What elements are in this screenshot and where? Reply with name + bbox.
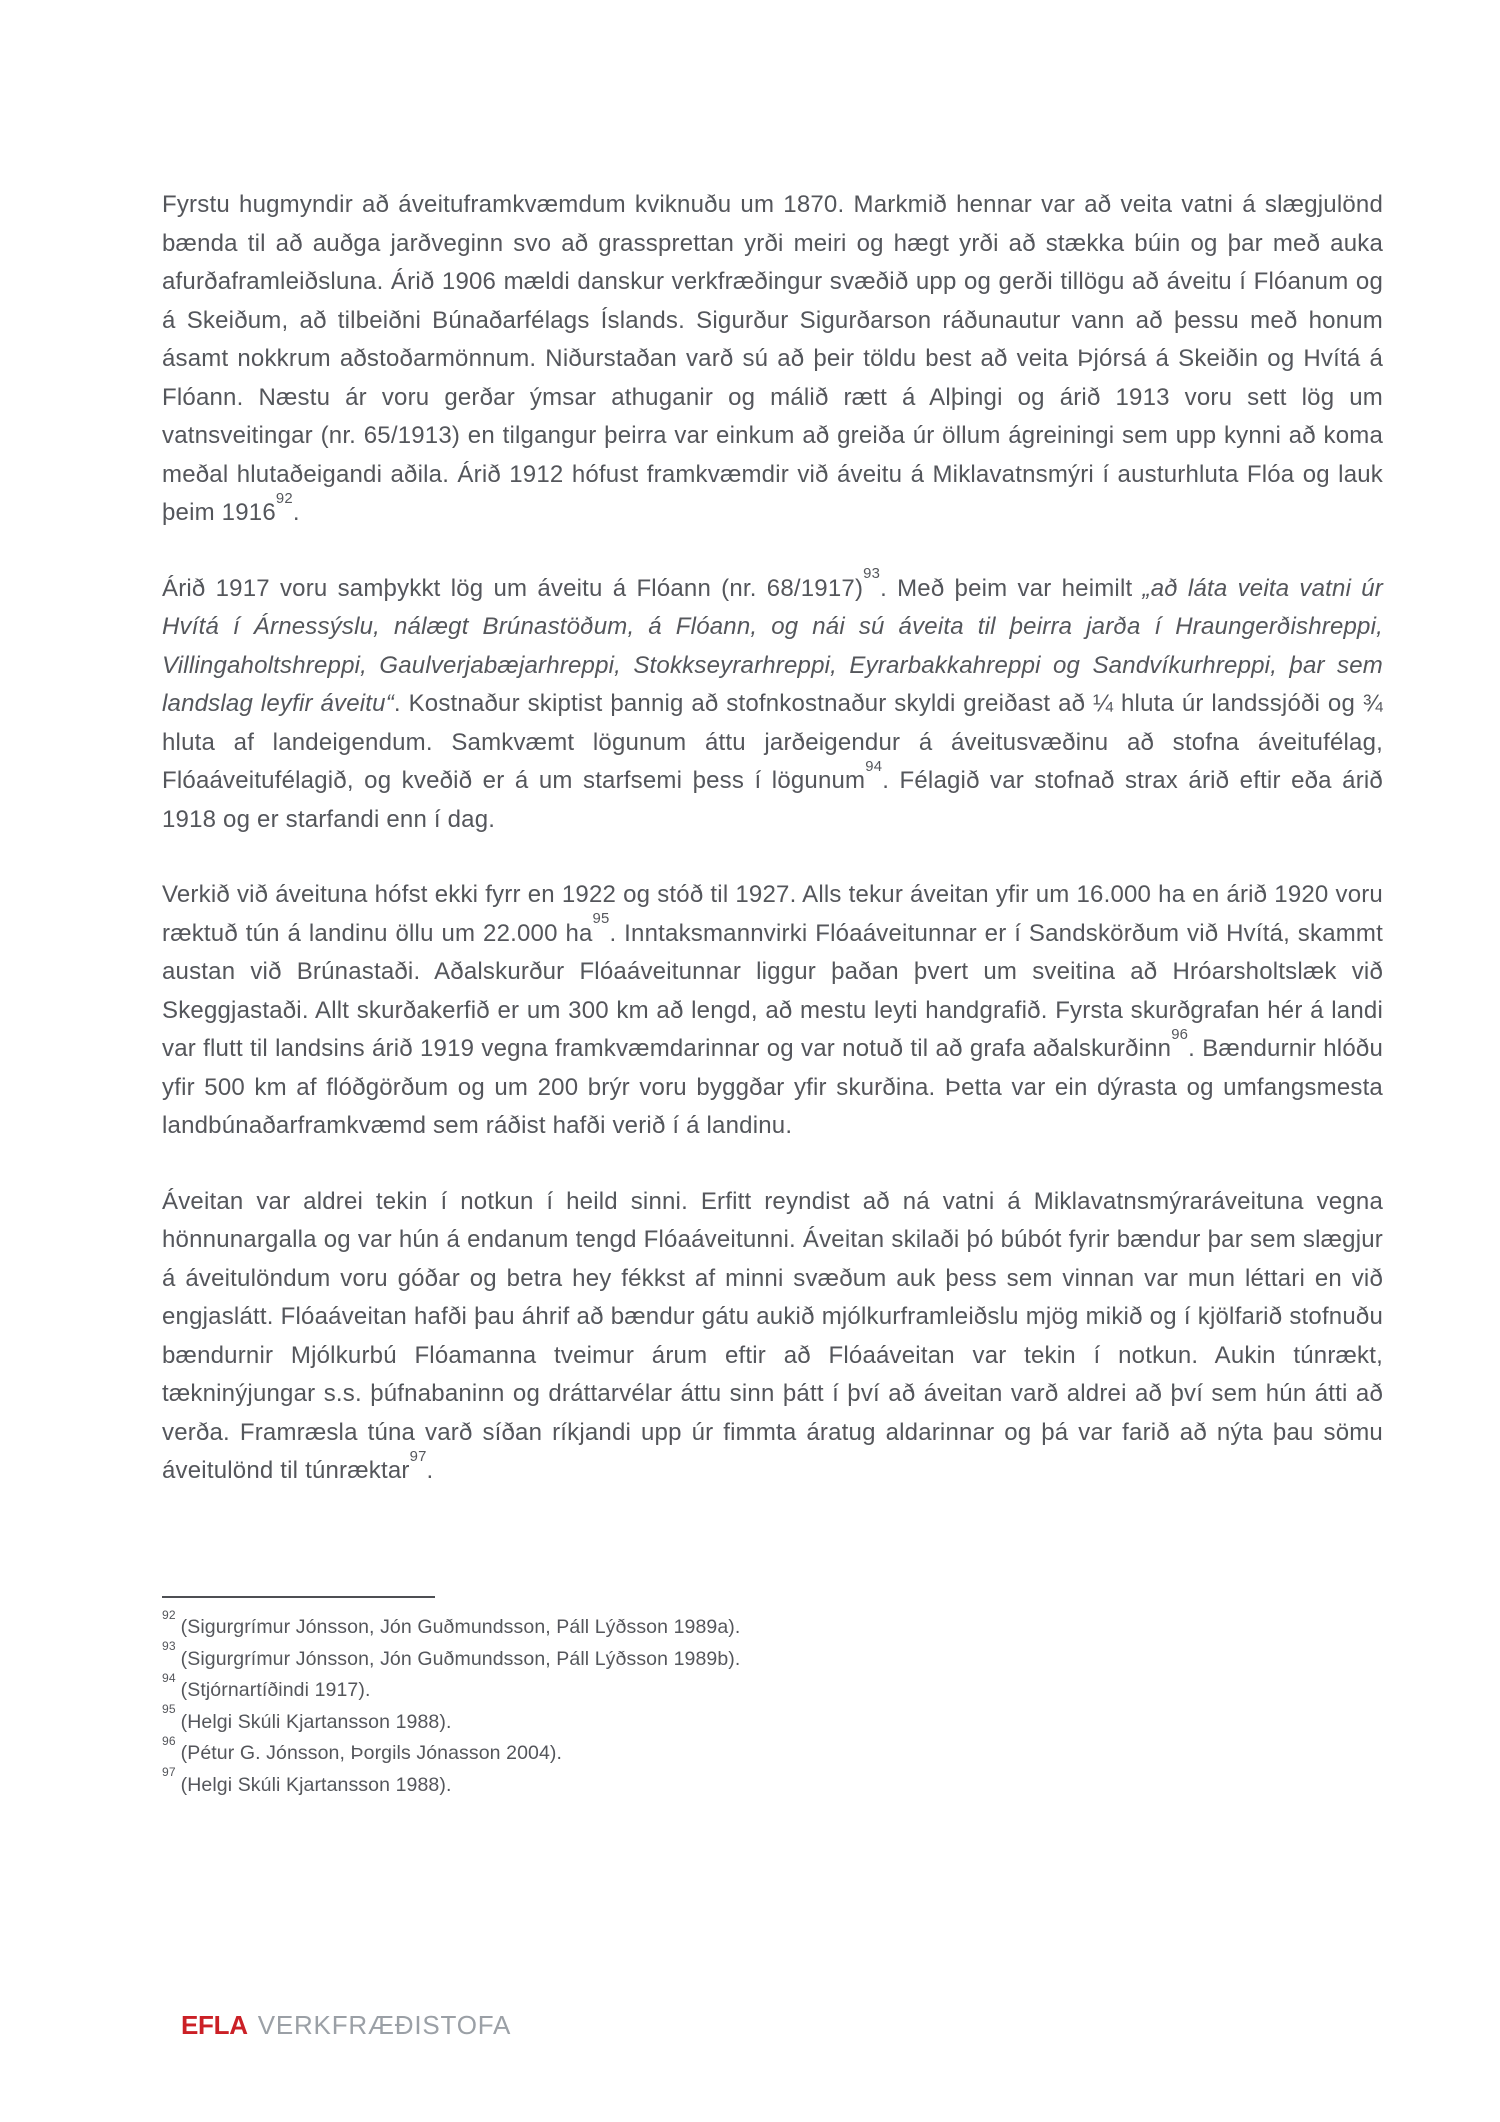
footnote-reference: 97: [409, 1448, 427, 1465]
page-footer: [181, 2010, 511, 2041]
footnote-reference: 96: [1171, 1026, 1189, 1043]
footnote-marker: 95: [162, 1702, 176, 1717]
body-paragraph: [162, 186, 1383, 533]
footnote: [162, 1639, 1383, 1676]
footnote: [162, 1702, 1383, 1739]
footnote-text: (Helgi Skúli Kjartansson 1988).: [180, 1710, 452, 1733]
footnote-reference: 95: [592, 911, 610, 928]
footnote-separator: [162, 1596, 435, 1598]
footnote-text: (Pétur G. Jónsson, Þorgils Jónasson 2004).: [180, 1742, 563, 1764]
body-paragraph: [162, 566, 1383, 840]
footnote-reference: 93: [863, 566, 881, 583]
footnote: [162, 1733, 1383, 1770]
footnote-text: (Helgi Skúli Kjartansson 1988).: [180, 1773, 452, 1796]
text-run: Verkið við áveituna hófst ekki fyrr en 1922 og stóð til 1927. Alls tekur áveitan yfir um 16.000 ha en árið 1920 voru ræktuð tún á landinu öllu um 22.000 ha: [162, 881, 1383, 947]
footnote-text: (Sigurgrímur Jónsson, Jón Guðmundsson, Páll Lýðsson 1989b).: [180, 1647, 741, 1670]
footnote-marker: 94: [162, 1670, 176, 1685]
text-run: Fyrstu hugmyndir að áveituframkvæmdum kviknuðu um 1870. Markmið hennar var að veita vatni á slægjulönd bænda til að auðga jarðveginn svo að grassprettan yrði meiri og hægt yrði að stækka búin og þar með auka afurðaframleiðsluna. Árið 1906 mældi danskur verkfræðingur svæðið upp og gerði tillögu að áveitu í Flóanum og á Skeiðum, að tilbeiðni Búnaðarfélags Íslands. Sigurður Sigurðarson ráðunautur vann að þessu með honum ásamt nokkrum aðstoðarmönnum. Niðurstaðan varð sú að þeir töldu best að veita Þjórsá á Skeiðin og Hvítá á Flóann. Næstu ár voru gerðar ýmsar athuganir og málið rætt á Alþingi og árið 1913 voru sett lög um vatnsveitingar (nr. 65/1913) en tilgangur þeirra var einkum að greiða úr öllum ágreiningi sem upp kynni að koma meðal hlutaðeigandi aðila. Árið 1912 hófust framkvæmdir við áveitu á Miklavatnsmýri í austurhluta Flóa og lauk þeim 1916: [162, 191, 1383, 526]
footnote: [162, 1670, 1383, 1707]
footnote-reference: 92: [275, 490, 293, 507]
text-run: . Kostnaður skiptist þannig að stofnkostnaður skyldi greiðast að ¼ hluta úr landssjóði og ¾ hluta af landeigendum. Samkvæmt lögunum áttu jarðeigendur á áveitusvæðinu að stofna áveitufélag, Flóaáveitufélagið, og kveðið er á um starfsemi þess í lögunum: [162, 690, 1383, 794]
text-run: Árið 1917 voru samþykkt lög um áveitu á Flóann (nr. 68/1917): [162, 574, 864, 602]
footnote-marker: 93: [162, 1639, 176, 1654]
footnote-text: (Sigurgrímur Jónsson, Jón Guðmundsson, Páll Lýðsson 1989a).: [180, 1616, 741, 1638]
efla-logo: EFLA: [181, 2010, 248, 2040]
text-run: .: [292, 499, 300, 526]
footnote-marker: 97: [162, 1765, 176, 1780]
text-run: .: [426, 1457, 434, 1484]
footnote: [162, 1765, 1383, 1802]
text-run: . Bændurnir hlóðu yfir 500 km af flóðgörðum og um 200 brýr voru byggðar yfir skurðina. Þetta var ein dýrasta og umfangsmesta landbúnaðarframkvæmd sem ráðist hafði verið í á landinu.: [162, 1035, 1383, 1139]
footnote-text: (Stjórnartíðindi 1917).: [180, 1679, 371, 1701]
body-paragraph: [162, 876, 1383, 1146]
footnote-marker: 96: [162, 1733, 176, 1748]
footnote-reference: 94: [865, 758, 883, 775]
text-run: . Félagið var stofnað strax árið eftir eða árið 1918 og er starfandi enn í dag.: [162, 767, 1383, 833]
text-run: Áveitan var aldrei tekin í notkun í heild sinni. Erfitt reyndist að ná vatni á Miklavatnsmýraráveituna vegna hönnunargalla og var hún á endanum tengd Flóaáveitunni. Áveitan skilaði þó búbót fyrir bændur þar sem slægjur á áveitulöndum voru góðar og betra hey fékkst af minni svæðum auk þess sem vinnan var mun léttari en við engjaslátt. Flóaáveitan hafði þau áhrif að bændur gátu aukið mjólkurframleiðslu mjög mikið og í kjölfarið stofnuðu bændurnir Mjólkurbú Flóamanna tveimur árum eftir að Flóaáveitan var tekin í notkun. Aukin túnrækt, tækninýjungar s.s. þúfnabaninn og dráttarvélar áttu sinn þátt í því að áveitan varð aldrei að því sem hún átti að verða. Framræsla túna varð síðan ríkjandi upp úr fimmta áratug aldarinnar og þá var farið að nýta þau sömu áveitulönd til túnræktar: [162, 1187, 1383, 1484]
footnotes: [162, 1607, 1383, 1801]
body-paragraph: [162, 1183, 1383, 1491]
text-run: . Með þeim var heimilt: [880, 574, 1143, 602]
text-run: . Inntaksmannvirki Flóaáveitunnar er í Sandskörðum við Hvítá, skammt austan við Brúnastaði. Aðalskurður Flóaáveitunnar liggur þaðan þvert um sveitina að Hróarsholtslæk við Skeggjastaði. Allt skurðakerfið er um 300 km að lengd, að mestu leyti handgrafið. Fyrsta skurðgrafan hér á landi var flutt til landsins árið 1919 vegna framkvæmdarinnar og var notuð til að grafa aðalskurðinn: [162, 919, 1383, 1062]
body-text: [162, 186, 1383, 1528]
footnote: [162, 1607, 1383, 1644]
efla-logo-suffix: VERKFRÆÐISTOFA: [257, 2010, 512, 2040]
text-run: „að láta veita vatni úr Hvítá í Árnessýslu, nálægt Brúnastöðum, á Flóann, og nái sú áveita til þeirra jarða í Hraungerðishreppi, Villingaholtshreppi, Gaulverjabæjarhreppi, Stokkseyrarhreppi, Eyrarbakkahreppi og Sandvíkurhreppi, þar sem landslag leyfir áveitu“: [162, 574, 1383, 717]
footnote-marker: 92: [162, 1607, 176, 1622]
